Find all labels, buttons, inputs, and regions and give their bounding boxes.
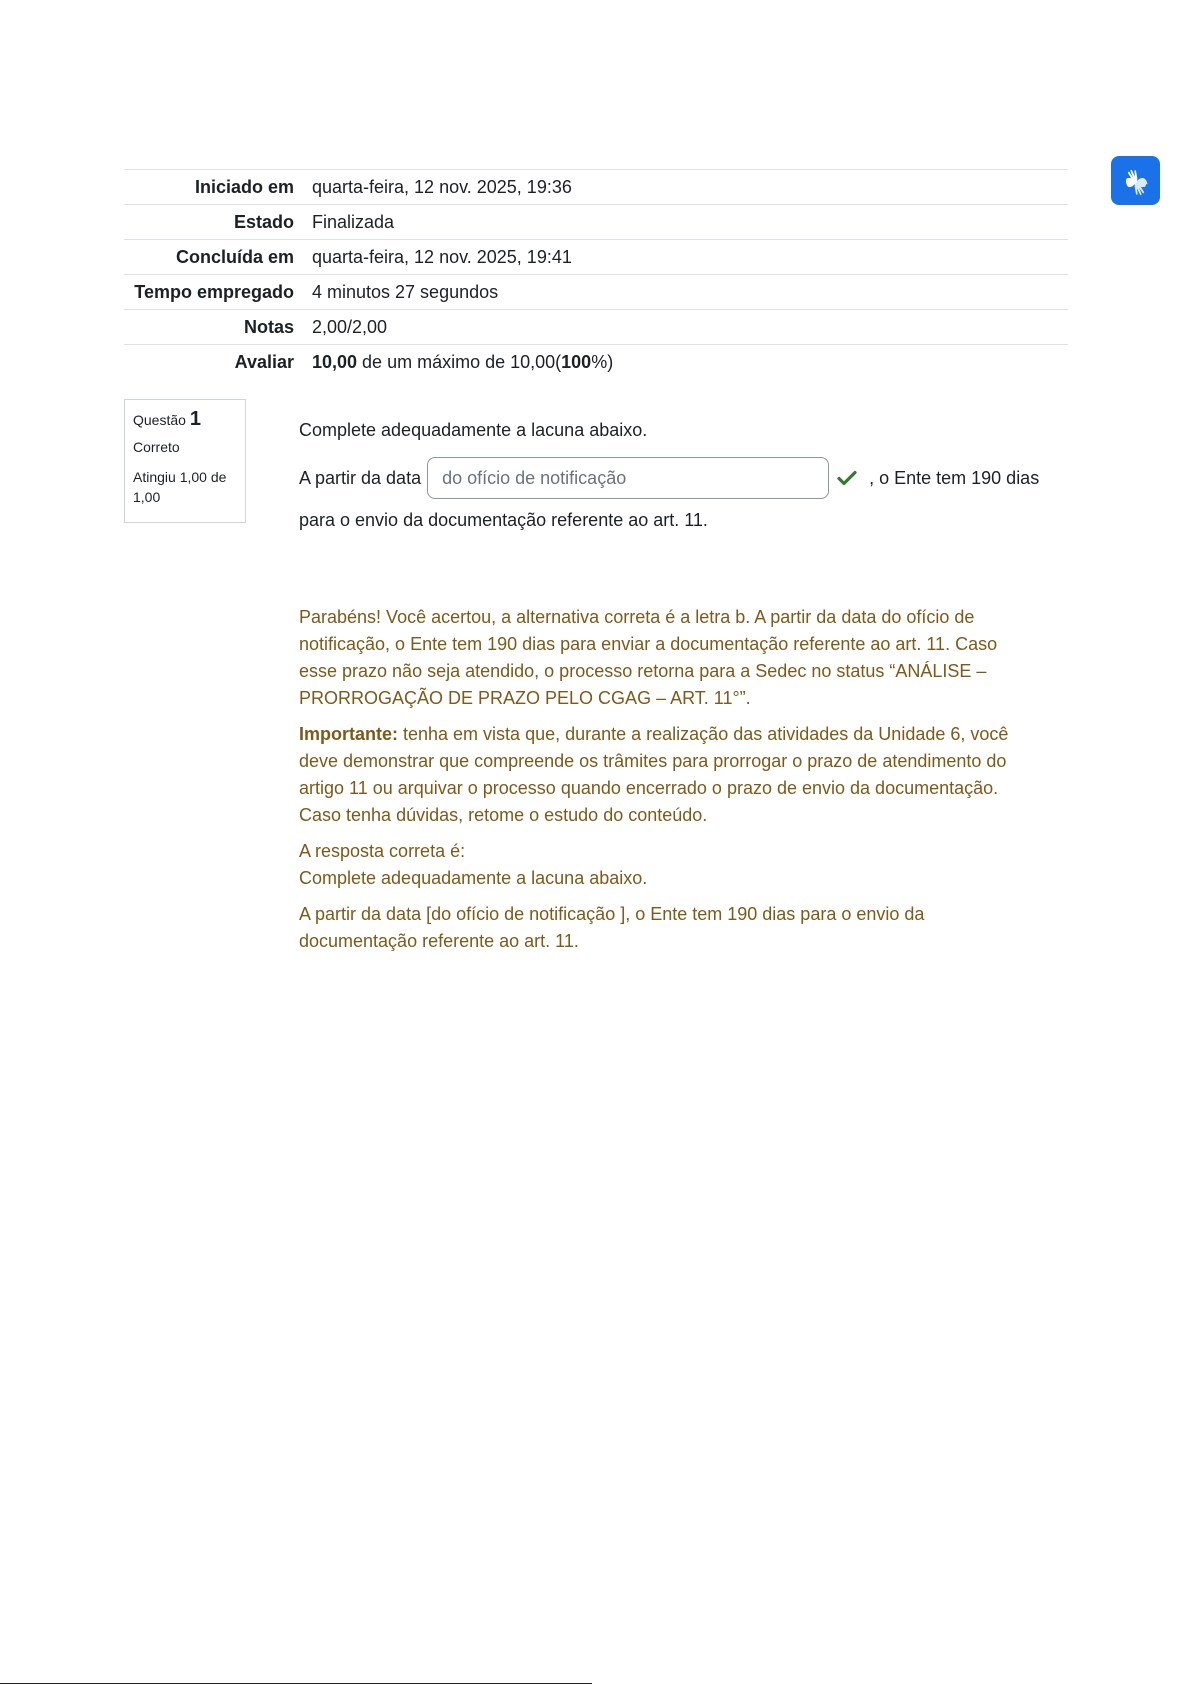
question-number [133,408,237,431]
sign-language-hands-icon [1120,165,1152,197]
summary-row [124,240,1068,275]
summary-label: Iniciado em [124,170,312,205]
check-icon [837,467,859,489]
feedback-important-text: tenha em vista que, durante a realização das atividades da Unidade 6, você deve demonstrar que compreende os trâmites para prorrogar o prazo de atendimento do artigo 11 ou arquivar o processo quando encerrado o prazo de envio da documentação. Caso tenha dúvidas, retome o estudo do conteúdo. [299,724,1009,825]
answer-line [299,456,1059,500]
feedback-important [299,721,1039,829]
question-info-box [124,399,246,523]
grade-percent: 100 [561,352,592,372]
grade-value [312,345,1068,380]
question-number-prefix: Questão [133,412,186,428]
question-state: Correto [133,439,180,455]
summary-row-grade [124,345,1068,380]
attempt-summary-table [124,169,1068,379]
right-answer-text: A partir da data [do ofício de notificação ], o Ente tem 190 dias para o envio da documentação referente ao art. 11. [299,904,925,951]
summary-row [124,170,1068,205]
summary-value: Finalizada [312,205,1068,240]
summary-label: Estado [124,205,312,240]
summary-row [124,275,1068,310]
grade-middle-text: de um máximo de 10,00( [357,352,562,372]
right-answer [299,838,1039,892]
summary-label: Tempo empregado [124,275,312,310]
summary-value: 4 minutos 27 segundos [312,275,1068,310]
summary-value: 2,00/2,00 [312,310,1068,345]
summary-label: Concluída em [124,240,312,275]
feedback-general: Parabéns! Você acertou, a alternativa correta é a letra b. A partir da data do ofício de notificação, o Ente tem 190 dias para enviar a documentação referente ao art. 11. Caso esse prazo não seja atendido, o processo retorna para a Sedec no status “ANÁLISE – PRORROGAÇÃO DE PRAZO PELO CGAG – ART. 11°”. [299,607,998,708]
answer-continuation: para o envio da documentação referente ao art. 11. [299,510,708,530]
feedback-panel [299,604,1039,964]
grade-score: 10,00 [312,352,358,372]
grade-label: Avaliar [124,345,312,380]
summary-row [124,310,1068,345]
feedback-important-label: Importante: [299,724,398,744]
question-number-value: 1 [189,408,201,430]
gap-answer-input[interactable] [427,457,829,499]
right-answer-label: A resposta correta é: [299,841,466,861]
question-prompt: Complete adequadamente a lacuna abaixo. [299,420,648,440]
summary-row [124,205,1068,240]
summary-label: Notas [124,310,312,345]
page-bottom-divider [0,1683,592,1684]
answer-before-gap: A partir da data [299,468,422,488]
summary-value: quarta-feira, 12 nov. 2025, 19:36 [312,170,1068,205]
grade-suffix: %) [591,352,614,372]
answer-after-gap: , o Ente tem 190 dias [869,468,1040,488]
question-grade: Atingiu 1,00 de 1,00 [133,469,227,505]
question-content [299,418,1059,532]
summary-value: quarta-feira, 12 nov. 2025, 19:41 [312,240,1068,275]
accessibility-widget-button[interactable] [1111,156,1160,205]
right-answer-prompt: Complete adequadamente a lacuna abaixo. [299,868,648,888]
